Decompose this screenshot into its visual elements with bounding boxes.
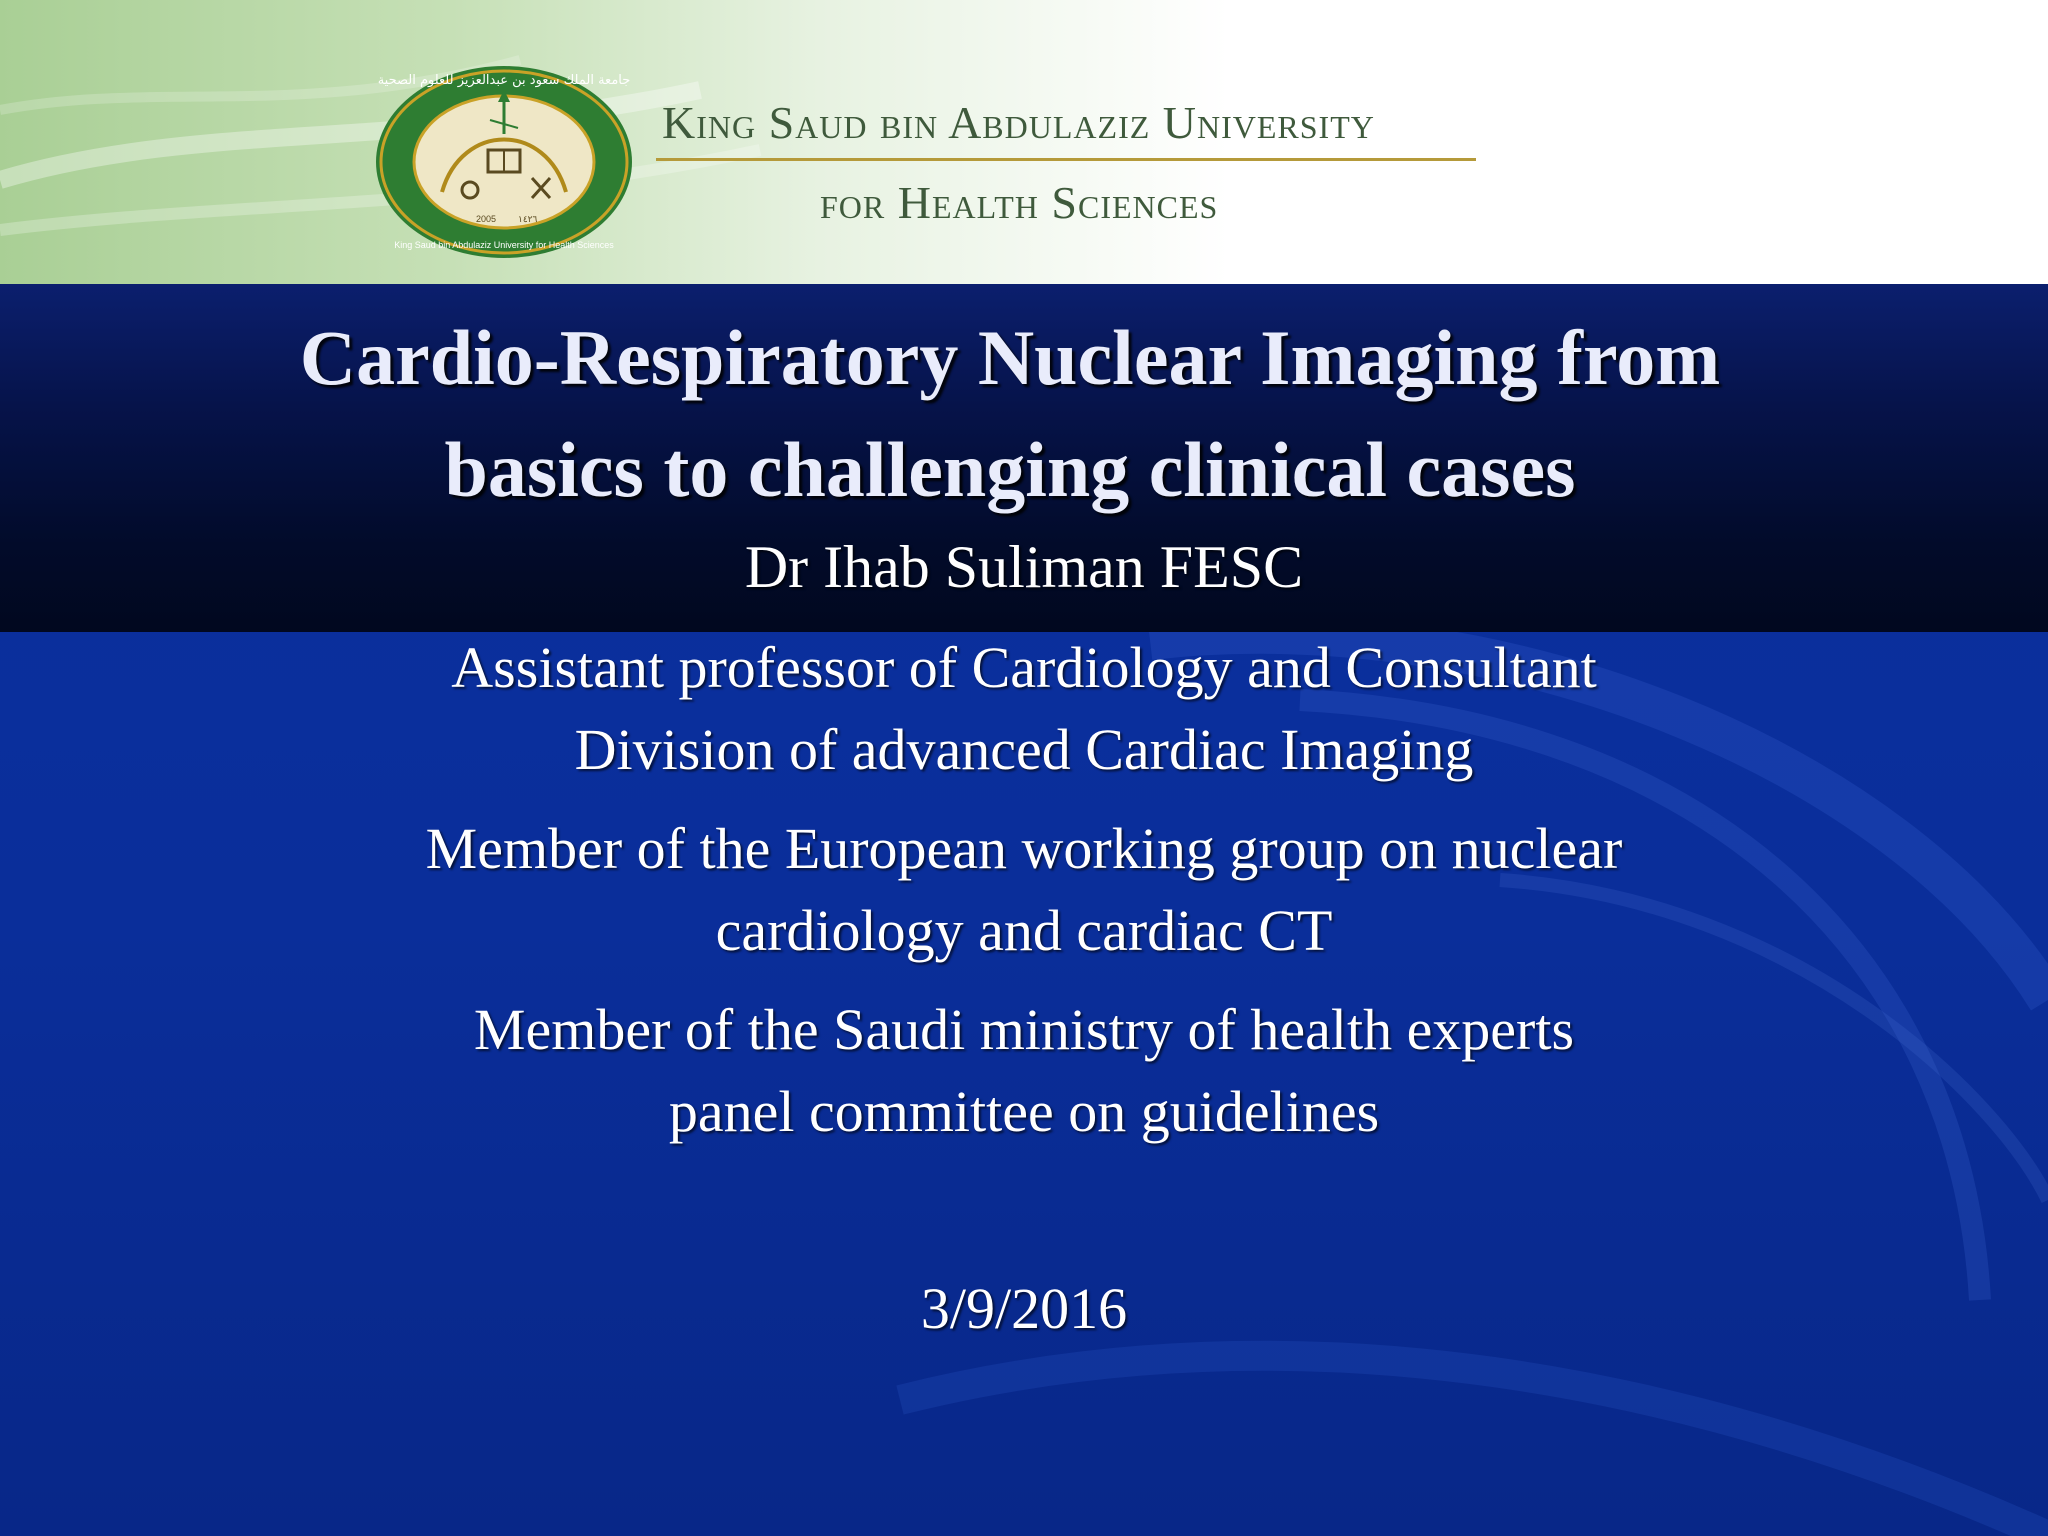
logo-year-right: ١٤٢٦ <box>518 214 538 224</box>
affiliation-3 <box>180 989 1868 1153</box>
slide-title-line1: Cardio-Respiratory Nuclear Imaging from <box>299 314 1721 401</box>
slide-title <box>120 302 1900 526</box>
affiliation-3-line2: panel committee on guidelines <box>668 1079 1380 1144</box>
affiliation-1-line2: Division of advanced Cardiac Imaging <box>574 717 1474 782</box>
affiliation-3-line1: Member of the Saudi ministry of health experts <box>473 997 1575 1062</box>
logo-ring-text-arabic: جامعة الملك سعود بن عبدالعزيز للعلوم الصحية <box>377 73 631 88</box>
logo-year-left: 2005 <box>476 214 497 224</box>
logo-ring-text-english: King Saud bin Abdulaziz University for Health Sciences <box>394 240 614 250</box>
university-seal-logo <box>372 62 636 262</box>
university-name-divider <box>656 158 1476 161</box>
affiliation-1-line1: Assistant professor of Cardiology and Consultant <box>451 635 1597 700</box>
presentation-date: 3/9/2016 <box>920 1276 1128 1341</box>
university-name-line2: for Health Sciences <box>820 177 1219 228</box>
affiliation-2-line1: Member of the European working group on nuclear <box>425 816 1623 881</box>
slide-title-line2: basics to challenging clinical cases <box>444 426 1576 513</box>
header-band <box>0 0 2048 284</box>
university-name-line1: King Saud bin Abdulaziz University <box>662 97 1375 148</box>
author-name: Dr Ihab Suliman FESC <box>744 534 1304 600</box>
affiliation-2 <box>180 808 1868 972</box>
affiliation-1 <box>180 627 1868 791</box>
affiliation-2-line2: cardiology and cardiac CT <box>715 898 1333 963</box>
